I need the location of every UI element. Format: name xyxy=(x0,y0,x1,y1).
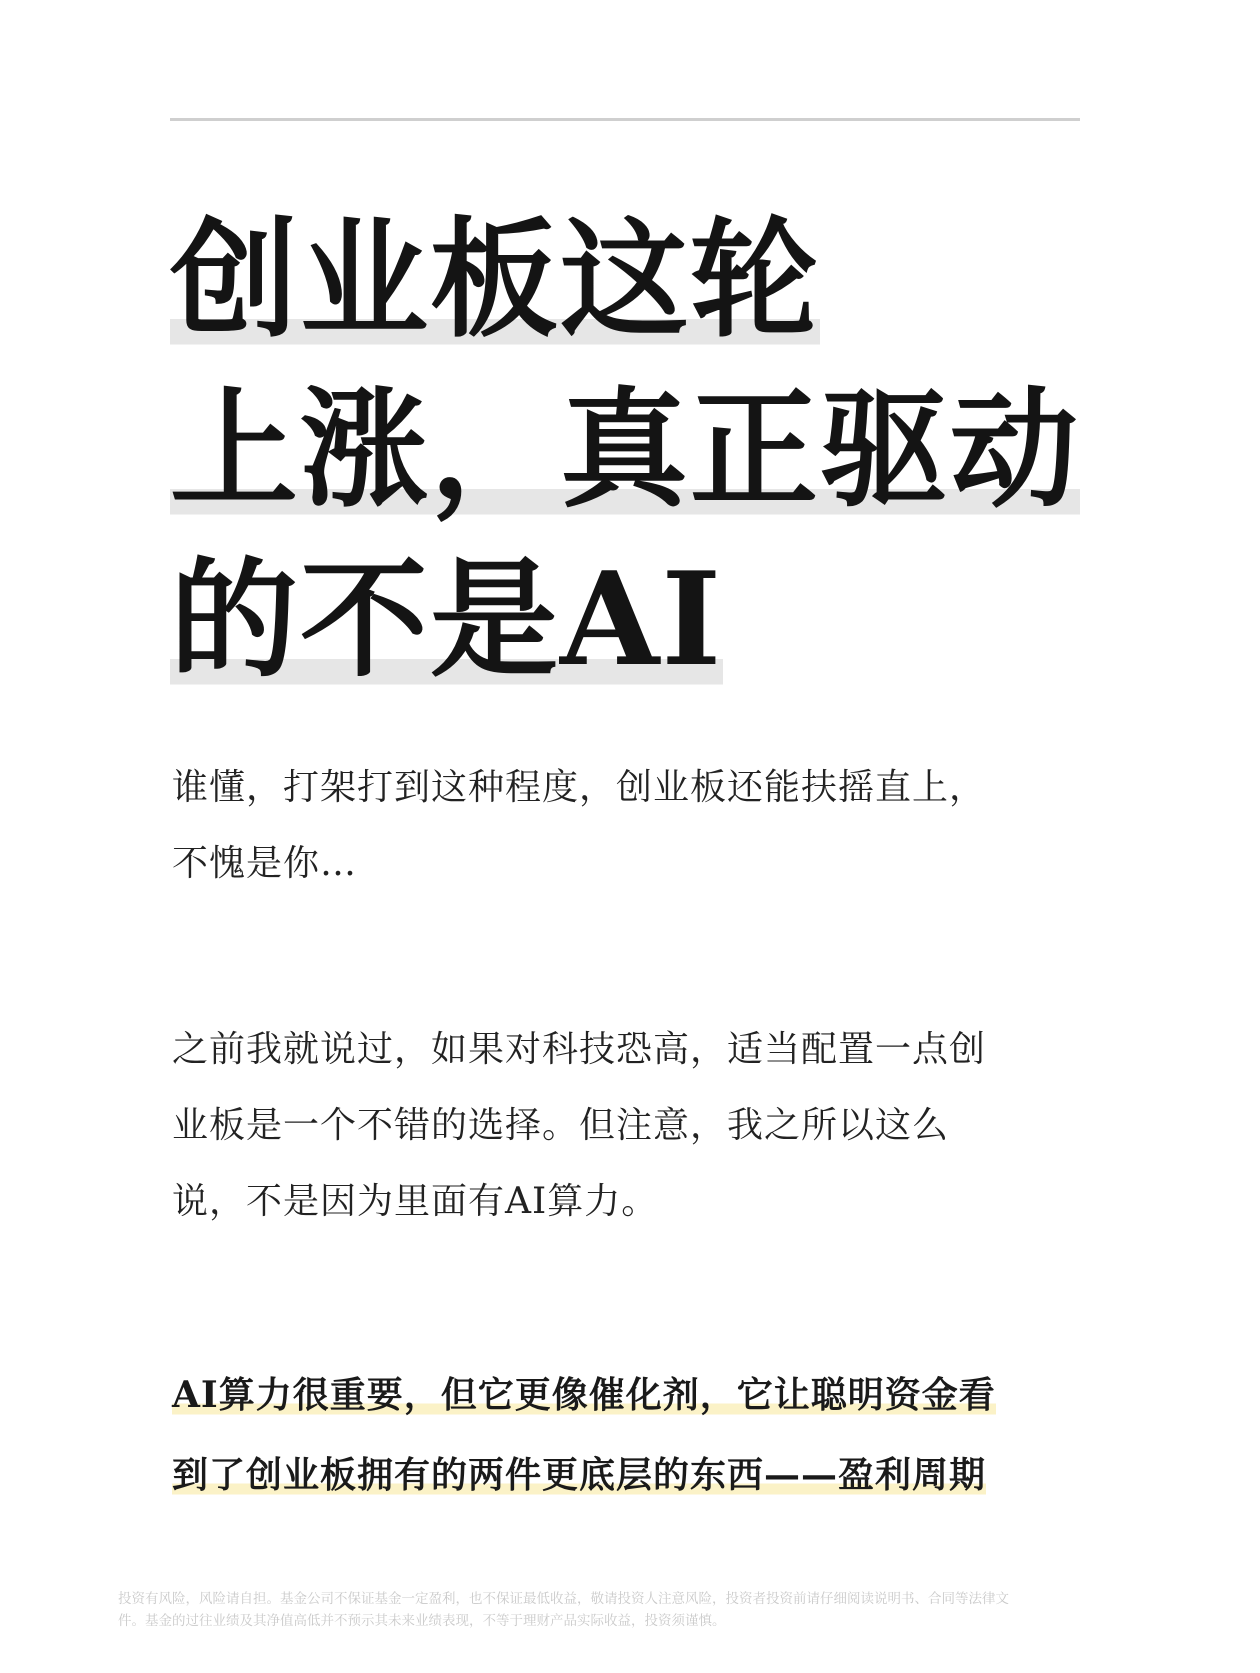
headline-line: 上涨，真正驱动 xyxy=(170,375,1081,525)
headline-line: 创业板这轮 xyxy=(170,205,821,355)
disclaimer-line: 件。基金的过往业绩及其净值高低并不预示其未来业绩表现，不等于理财产品实际收益，投资须谨慎。 xyxy=(118,1613,726,1629)
intro-paragraph xyxy=(172,750,1092,902)
paragraph-line: 不愧是你… xyxy=(172,843,358,884)
top-divider xyxy=(170,118,1080,121)
highlighted-callout xyxy=(172,1355,1092,1515)
risk-disclaimer xyxy=(118,1588,1148,1632)
headline xyxy=(170,195,1090,705)
callout-line: AI算力很重要，但它更像催化剂，它让聪明资金看 xyxy=(172,1374,996,1416)
paragraph-line: 之前我就说过，如果对科技恐高，适当配置一点创 xyxy=(172,1029,987,1070)
paragraph-line: 说，不是因为里面有AI算力。 xyxy=(172,1181,659,1222)
disclaimer-line: 投资有风险，风险请自担。基金公司不保证基金一定盈利，也不保证最低收益，敬请投资人注意风险，投资者投资前请仔细阅读说明书、合同等法律文 xyxy=(118,1591,1009,1607)
paragraph-line: 谁懂，打架打到这种程度，创业板还能扶摇直上， xyxy=(172,767,987,808)
callout-line: 到了创业板拥有的两件更底层的东西——盈利周期 xyxy=(172,1454,987,1496)
paragraph-line: 业板是一个不错的选择。但注意，我之所以这么 xyxy=(172,1105,950,1146)
headline-line: 的不是AI xyxy=(170,545,724,695)
body-paragraph xyxy=(172,1012,1092,1240)
